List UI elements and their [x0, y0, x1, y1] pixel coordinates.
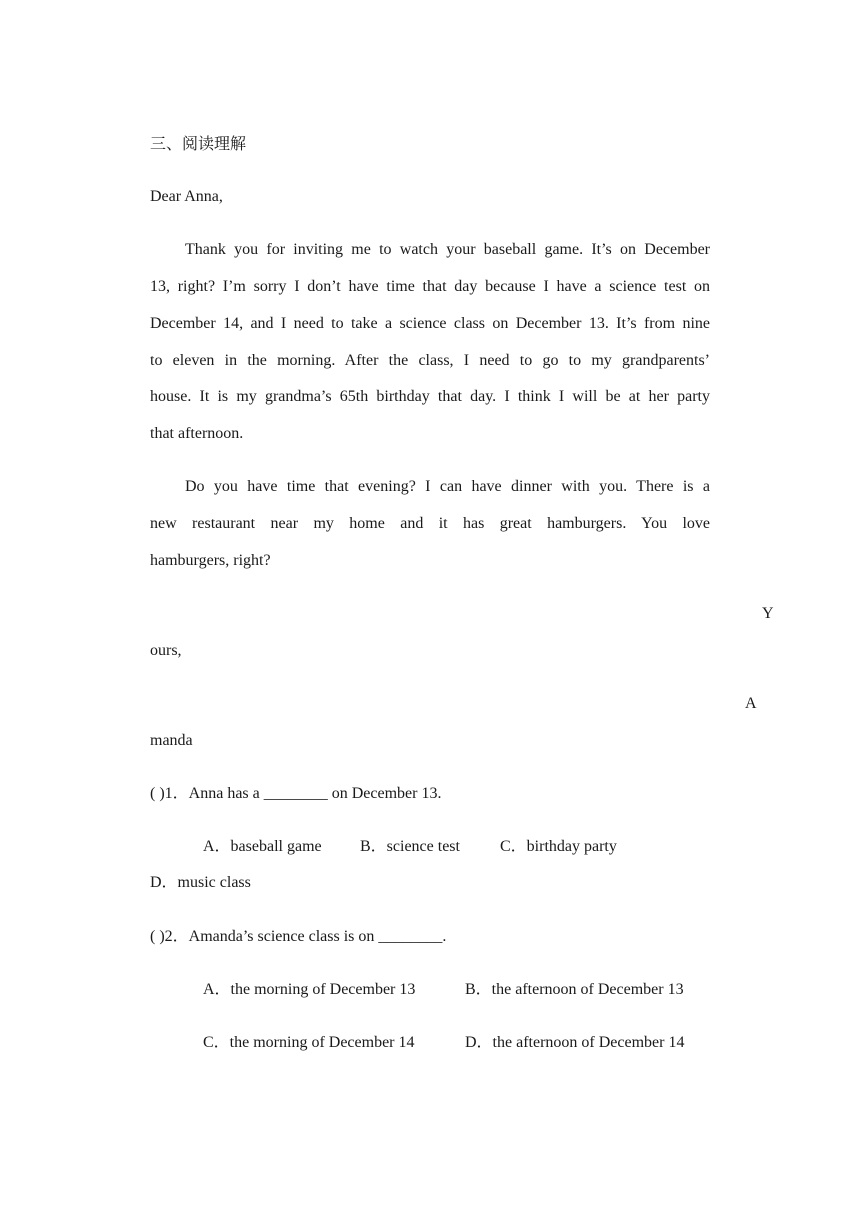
question-2-option-d: D．the afternoon of December 14 — [465, 1034, 685, 1051]
question-1-option-a: A．baseball game — [203, 838, 322, 855]
paragraph1-line1: Thank you for inviting me to watch your baseball game. It’s on December — [185, 241, 710, 258]
question-2-option-b: B．the afternoon of December 13 — [465, 981, 684, 998]
closing-part1: Y — [762, 605, 774, 622]
paragraph1-line5: house. It is my grandma’s 65th birthday that day. I think I will be at her party — [150, 388, 710, 405]
paragraph1-line2: 13, right? I’m sorry I don’t have time that day because I have a science test on — [150, 278, 710, 295]
section-title: 三、阅读理解 — [150, 134, 247, 153]
signature-part1: A — [745, 695, 757, 712]
question-1-option-b: B．science test — [360, 838, 460, 855]
question-2-option-a: A．the morning of December 13 — [203, 981, 416, 998]
paragraph1-line6: that afternoon. — [150, 425, 244, 442]
paragraph1-line3: December 14, and I need to take a science class on December 13. It’s from nine — [150, 315, 710, 332]
paragraph2-line2: new restaurant near my home and it has great hamburgers. You love — [150, 515, 710, 532]
question-2-stem: ( )2．Amanda’s science class is on ________. — [150, 928, 447, 945]
paragraph2-line3: hamburgers, right? — [150, 552, 271, 569]
question-1-option-c: C．birthday party — [500, 838, 617, 855]
question-1-option-d: D．music class — [150, 874, 251, 891]
closing-part2: ours, — [150, 642, 182, 659]
question-2-option-c: C．the morning of December 14 — [203, 1034, 415, 1051]
question-1-stem: ( )1．Anna has a ________ on December 13. — [150, 785, 442, 802]
paragraph2-line1: Do you have time that evening? I can have dinner with you. There is a — [185, 478, 710, 495]
letter-greeting: Dear Anna, — [150, 188, 223, 205]
paragraph1-line4: to eleven in the morning. After the class, I need to go to my grandparents’ — [150, 352, 710, 369]
signature-part2: manda — [150, 732, 193, 749]
